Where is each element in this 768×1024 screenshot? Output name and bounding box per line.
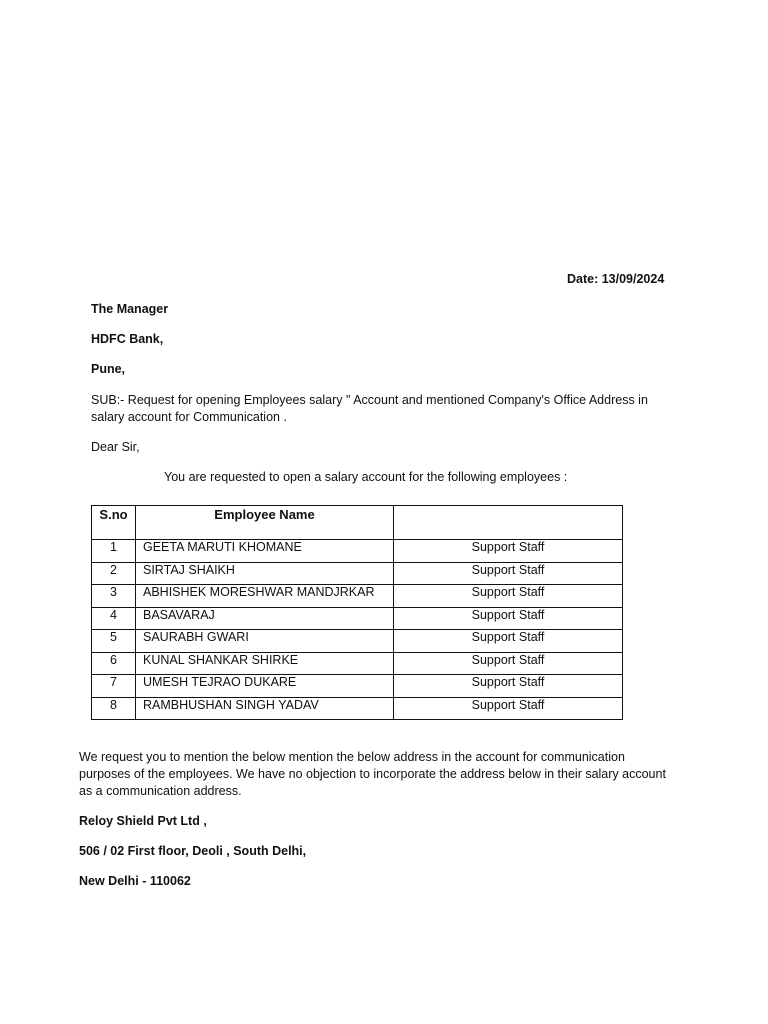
- row-sno: 7: [92, 675, 136, 698]
- row-sno: 3: [92, 585, 136, 608]
- salutation: Dear Sir,: [91, 440, 140, 454]
- row-role: Support Staff: [394, 562, 623, 585]
- row-sno: 4: [92, 607, 136, 630]
- table-row: [92, 675, 623, 698]
- table-row: [92, 607, 623, 630]
- header-sno: S.no: [92, 506, 136, 540]
- recipient-city: Pune,: [91, 362, 126, 376]
- table-header-row: [92, 506, 623, 540]
- row-employee-name: UMESH TEJRAO DUKARE: [136, 675, 394, 698]
- row-employee-name: BASAVARAJ: [136, 607, 394, 630]
- row-role: Support Staff: [394, 607, 623, 630]
- row-employee-name: KUNAL SHANKAR SHIRKE: [136, 652, 394, 675]
- row-employee-name: SAURABH GWARI: [136, 630, 394, 653]
- subject-line: SUB:- Request for opening Employees salary " Account and mentioned Company's Office Address in salary account for Communication .: [91, 393, 648, 424]
- company-city: New Delhi - 110062: [79, 874, 191, 888]
- row-sno: 2: [92, 562, 136, 585]
- row-role: Support Staff: [394, 585, 623, 608]
- row-employee-name: SIRTAJ SHAIKH: [136, 562, 394, 585]
- company-address: 506 / 02 First floor, Deoli , South Delhi,: [79, 844, 307, 858]
- table-row: [92, 697, 623, 720]
- row-role: Support Staff: [394, 697, 623, 720]
- row-role: Support Staff: [394, 652, 623, 675]
- row-sno: 5: [92, 630, 136, 653]
- header-employee-name: Employee Name: [136, 506, 394, 540]
- request-paragraph: We request you to mention the below mention the below address in the account for communication purposes of the employees. We have no objection to incorporate the address below in their salary account as a communication address.: [79, 750, 666, 798]
- letter-date: Date: 13/09/2024: [567, 272, 665, 286]
- row-role: Support Staff: [394, 540, 623, 563]
- table-row: [92, 540, 623, 563]
- row-sno: 1: [92, 540, 136, 563]
- table-row: [92, 630, 623, 653]
- table-row: [92, 562, 623, 585]
- header-role: [394, 506, 623, 540]
- row-employee-name: RAMBHUSHAN SINGH YADAV: [136, 697, 394, 720]
- intro-line: You are requested to open a salary account for the following employees :: [164, 470, 568, 484]
- row-sno: 6: [92, 652, 136, 675]
- row-sno: 8: [92, 697, 136, 720]
- table-row: [92, 652, 623, 675]
- row-role: Support Staff: [394, 675, 623, 698]
- employee-table: [91, 505, 623, 720]
- recipient-bank: HDFC Bank,: [91, 332, 164, 346]
- row-employee-name: GEETA MARUTI KHOMANE: [136, 540, 394, 563]
- company-name: Reloy Shield Pvt Ltd ,: [79, 814, 207, 828]
- recipient-title: The Manager: [91, 302, 169, 316]
- row-role: Support Staff: [394, 630, 623, 653]
- table-row: [92, 585, 623, 608]
- row-employee-name: ABHISHEK MORESHWAR MANDJRKAR: [136, 585, 394, 608]
